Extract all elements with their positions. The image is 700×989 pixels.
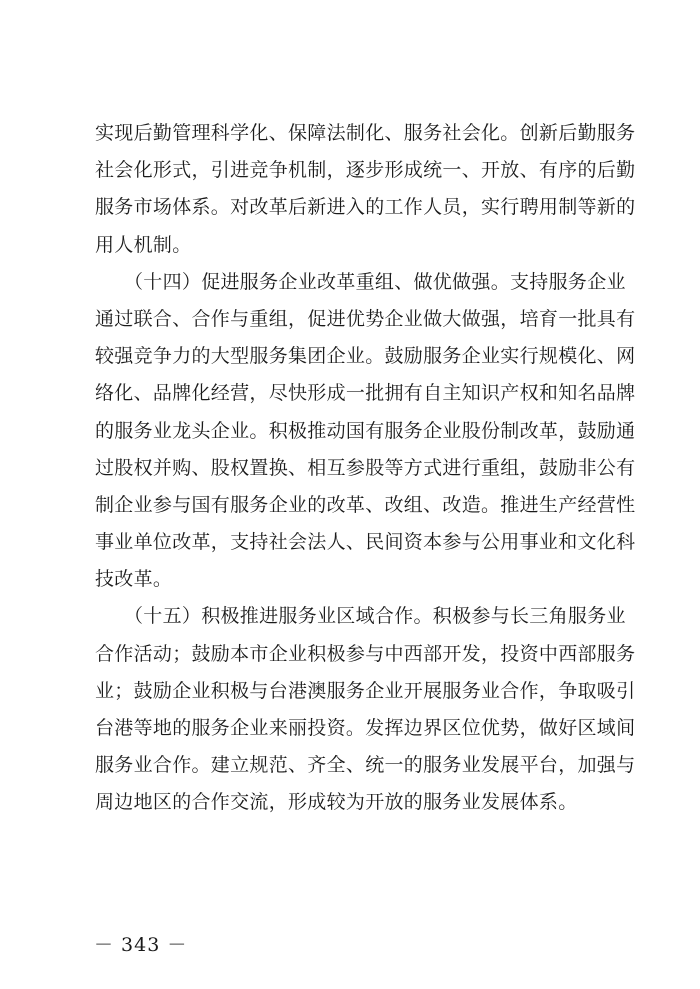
text-line: 周边地区的合作交流，形成较为开放的服务业发展体系。 bbox=[95, 791, 578, 814]
text-line: 络化、品牌化经营，尽快形成一批拥有自主知识产权和知名品牌 bbox=[95, 382, 636, 405]
text-line: 业；鼓励企业积极与台港澳服务企业开展服务业合作，争取吸引 bbox=[95, 679, 636, 702]
text-line: 台港等地的服务企业来丽投资。发挥边界区位优势，做好区域间 bbox=[95, 717, 636, 739]
section-heading-line: （十五）积极推进服务业区域合作。积极参与长三角服务业 bbox=[124, 605, 626, 628]
text-line: 过股权并购、股权置换、相互参股等方式进行重组，鼓励非公有 bbox=[95, 456, 636, 479]
text-line: 制企业参与国有服务企业的改革、改组、改造。推进生产经营性 bbox=[95, 493, 636, 516]
text-line: 事业单位改革，支持社会法人、民间资本参与公用事业和文化科 bbox=[95, 531, 636, 554]
body-text bbox=[95, 115, 636, 822]
text-line: 服务业合作。建立规范、齐全、统一的服务业发展平台，加强与 bbox=[95, 754, 636, 777]
text-line: 合作活动；鼓励本市企业积极参与中西部开发，投资中西部服务 bbox=[95, 642, 636, 665]
text-line: 较强竞争力的大型服务集团企业。鼓励服务企业实行规模化、网 bbox=[95, 345, 636, 368]
text-line: 的服务业龙头企业。积极推动国有服务企业股份制改革，鼓励通 bbox=[95, 419, 636, 442]
text-line: 通过联合、合作与重组，促进优势企业做大做强，培育一批具有 bbox=[95, 307, 636, 330]
page-number: － 343 － bbox=[94, 934, 188, 956]
text-line: 用人机制。 bbox=[95, 233, 192, 256]
text-line: 技改革。 bbox=[95, 568, 173, 591]
section-heading-line: （十四）促进服务企业改革重组、做优做强。支持服务企业 bbox=[124, 270, 626, 293]
text-line: 服务市场体系。对改革后新进入的工作人员，实行聘用制等新的 bbox=[95, 196, 636, 219]
text-line: 社会化形式，引进竞争机制，逐步形成统一、开放、有序的后勤 bbox=[95, 159, 636, 182]
text-line: 实现后勤管理科学化、保障法制化、服务社会化。创新后勤服务 bbox=[95, 122, 636, 144]
